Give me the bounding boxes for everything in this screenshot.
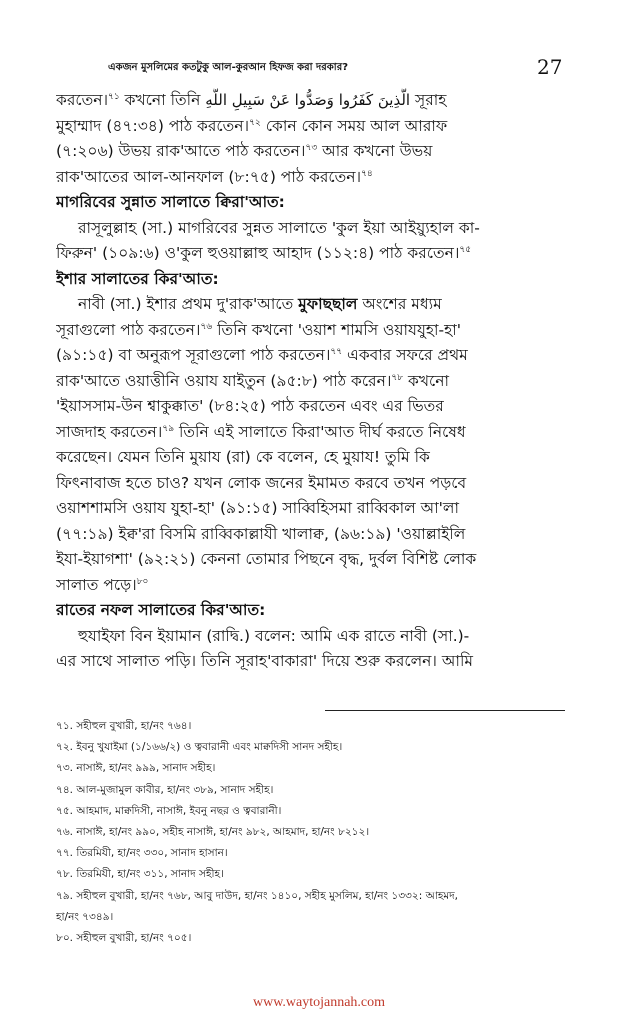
text-run: তিনি কখনো 'ওয়াশ শামসি ওয়াযযুহা-হা' (212, 320, 462, 339)
text-run: সূরাহ (410, 91, 447, 109)
footnote-ref-73: ৭৩ (305, 142, 318, 153)
text-run: রাক'আতের আল-আনফাল (৮:৭৫) পাঠ করতেন। (56, 167, 362, 186)
text-line-12 (56, 420, 584, 446)
footnote-74: ৭৪. আল-মুজামুল কাবীর, হা/নং ৩৮৯, সানাদ সহীহ। (56, 783, 274, 796)
text-line-14: ফিৎনাবাজ হতে চাও? যখন লোক জনের ইমামত করবে তখন পড়বে (56, 473, 467, 492)
text-line-7 (56, 292, 584, 318)
footnote-ref-78: ৭৮ (391, 372, 404, 383)
footnote-ref-75: ৭৫ (459, 244, 472, 255)
text-run: অংশের মধ্যম (357, 295, 442, 313)
website-link[interactable]: www.waytojannah.com (252, 995, 386, 1010)
footnote-ref-71: ৭১ (108, 91, 120, 102)
footnote-76: ৭৬. নাসাঈ, হা/নং ৯৯০, সহীহ নাসাঈ, হা/নং ৯৮২, আহমাদ, হা/নং ৮২১২। (56, 825, 370, 838)
text-line-18 (56, 573, 584, 599)
footnote-80: ৮০. সহীহুল বুখারী, হা/নং ৭০৫। (56, 931, 192, 944)
footnote-79: ৭৯. সহীহুল বুখারী, হা/নং ৭৬৮, আবু দাউদ, হা/নং ১৪১০, সহীহ মুসলিম, হা/নং ১৩৩২: আহমদ, (56, 889, 459, 902)
text-line-15: ওয়াশশামসি ওয়ায যুহা-হা' (৯১:১৫) সাব্বিহিসমা রাব্বিকাল আ'লা (56, 499, 459, 517)
footnote-ref-80: ৮০ (136, 576, 149, 587)
text-line-16: (৭৭:১৯) ইক্ব'রা বিসমি রাব্বিকাল্লাযী খালাক্ব, (৯৬:১৯) 'ওয়াল্লাইলি (56, 524, 466, 543)
text-line-5: রাসূলুল্লাহ (সা.) মাগরিবের সুন্নত সালাতে 'কুল ইয়া আইয়্যুহাল কা- (78, 218, 480, 237)
footnote-78: ৭৮. তিরমিযী, হা/নং ৩১১, সানাদ সহীহ। (56, 868, 224, 881)
footnote-79-continued: হা/নং ৭৩৪৯। (56, 910, 114, 923)
page-number: 27 (537, 55, 563, 79)
text-run: কখনো তিনি (119, 91, 206, 109)
text-line-3 (56, 139, 584, 165)
text-line-4 (56, 165, 584, 191)
text-run: রাক'আতে ওয়াত্তীনি ওয়ায যাইতুন (৯৫:৮) পাঠ করেন। (56, 371, 392, 390)
footnote-73: ৭৩. নাসাঈ, হা/নং ৯৯৯, সানাদ সহীহ। (56, 762, 216, 775)
section-heading-maghrib: মাগরিবের সুন্নাত সালাতে ক্বিরা'আত: (56, 193, 285, 211)
text-run: তিনি এই সালাতে কিরা'আত দীর্ঘ করতে নিষেধ (174, 422, 466, 441)
text-line-1 (56, 88, 584, 114)
footnote-ref-77: ৭৭ (330, 346, 343, 357)
footnote-71: ৭১. সহীহুল বুখারী, হা/নং ৭৬৪। (56, 720, 192, 732)
footnote-72: ৭২. ইবনু খুযাইমা (১/১৬৬/২) ও ত্ববারানী এবং মাক্বদিসী সানদ সহীহ। (56, 741, 343, 754)
text-line-20: এর সাথে সালাত পড়ি। তিনি সূরাহ'বাকারা' দিয়ে শুরু করলেন। আমি (56, 652, 474, 670)
section-heading-night-prayer: রাতের নফল সালাতের কির'আত: (56, 601, 266, 619)
text-run: আর কখনো উভয় (317, 142, 433, 160)
text-run: একবার সফরে প্রথম (342, 346, 468, 364)
text-line-17: ইযা-ইয়াগশা' (৯২:২১) কেননা তোমার পিছনে বৃদ্ধ, দুর্বল বিশিষ্ট লোক (56, 550, 477, 568)
main-text (56, 88, 584, 675)
text-line-2 (56, 114, 584, 140)
text-run: নাবী (সা.) ইশার প্রথম দু'রাক'আতে (78, 295, 299, 313)
bold-term: মুফাছছাল (298, 295, 358, 313)
footnote-ref-74: ৭৪ (361, 168, 373, 179)
footnote-75: ৭৫. আহমাদ, মাক্বদিসী, নাসাঈ, ইবনু নছর ও ত্ববারানী। (56, 804, 282, 817)
footnote-77: ৭৭. তিরমিযী, হা/নং ৩৩০, সানাদ হাসান। (56, 847, 228, 860)
running-title: একজন মুসলিমের কতটুকু আল-কুরআন হিফজ করা দরকার? (108, 62, 349, 73)
text-run: কখনো (403, 371, 450, 390)
text-line-6 (56, 241, 584, 267)
text-run: করতেন। (56, 91, 109, 109)
footnote-ref-72: ৭২ (249, 117, 261, 128)
text-run: মুহাম্মাদ (৪৭:৩৪) পাঠ করতেন। (56, 116, 250, 135)
section-heading-isha: ইশার সালাতের কির'আত: (56, 269, 219, 288)
text-line-8 (56, 318, 584, 344)
footnote-ref-79: ৭৯ (162, 423, 175, 434)
text-line-19: হুযাইফা বিন ইয়ামান (রাদ্বি.) বলেন: আমি এক রাতে নাবী (সা.)- (78, 626, 470, 645)
text-run: সাজদাহ করতেন। (56, 422, 163, 441)
footnote-ref-76: ৭৬ (200, 321, 213, 332)
footnote-divider (325, 710, 565, 711)
text-line-11: 'ইয়াসসাম-উন শ্বাকুক্কাত' (৮৪:২৫) পাঠ করতেন এবং এর ভিতর (56, 397, 444, 415)
text-run: ফিরুন' (১০৯:৬) ও'কুল হুওয়াল্লাহু আহাদ (১১২:৪) পাঠ করতেন। (56, 244, 460, 262)
text-line-10 (56, 369, 584, 395)
text-run: সূরাগুলো পাঠ করতেন। (56, 320, 201, 339)
text-run: কোন কোন সময় আল আরাফ (260, 116, 448, 135)
text-line-13: করেছেন। যেমন তিনি মুয়ায (রা) কে বলেন, হে মুয়ায! তুমি কি (56, 448, 430, 466)
text-run: (৯১:১৫) বা অনুরূপ সূরাগুলো পাঠ করতেন। (56, 346, 331, 364)
arabic-verse: الَّذِينَ كَفَرُوا وَصَدُّوا عَنْ سَبِيلِ اللَّهِ (205, 91, 411, 109)
footnotes (56, 716, 584, 949)
text-line-9 (56, 343, 584, 369)
text-run: সালাত পড়ে। (56, 575, 137, 594)
text-run: (৭:২০৬) উভয় রাক'আতে পাঠ করতেন। (56, 142, 306, 160)
